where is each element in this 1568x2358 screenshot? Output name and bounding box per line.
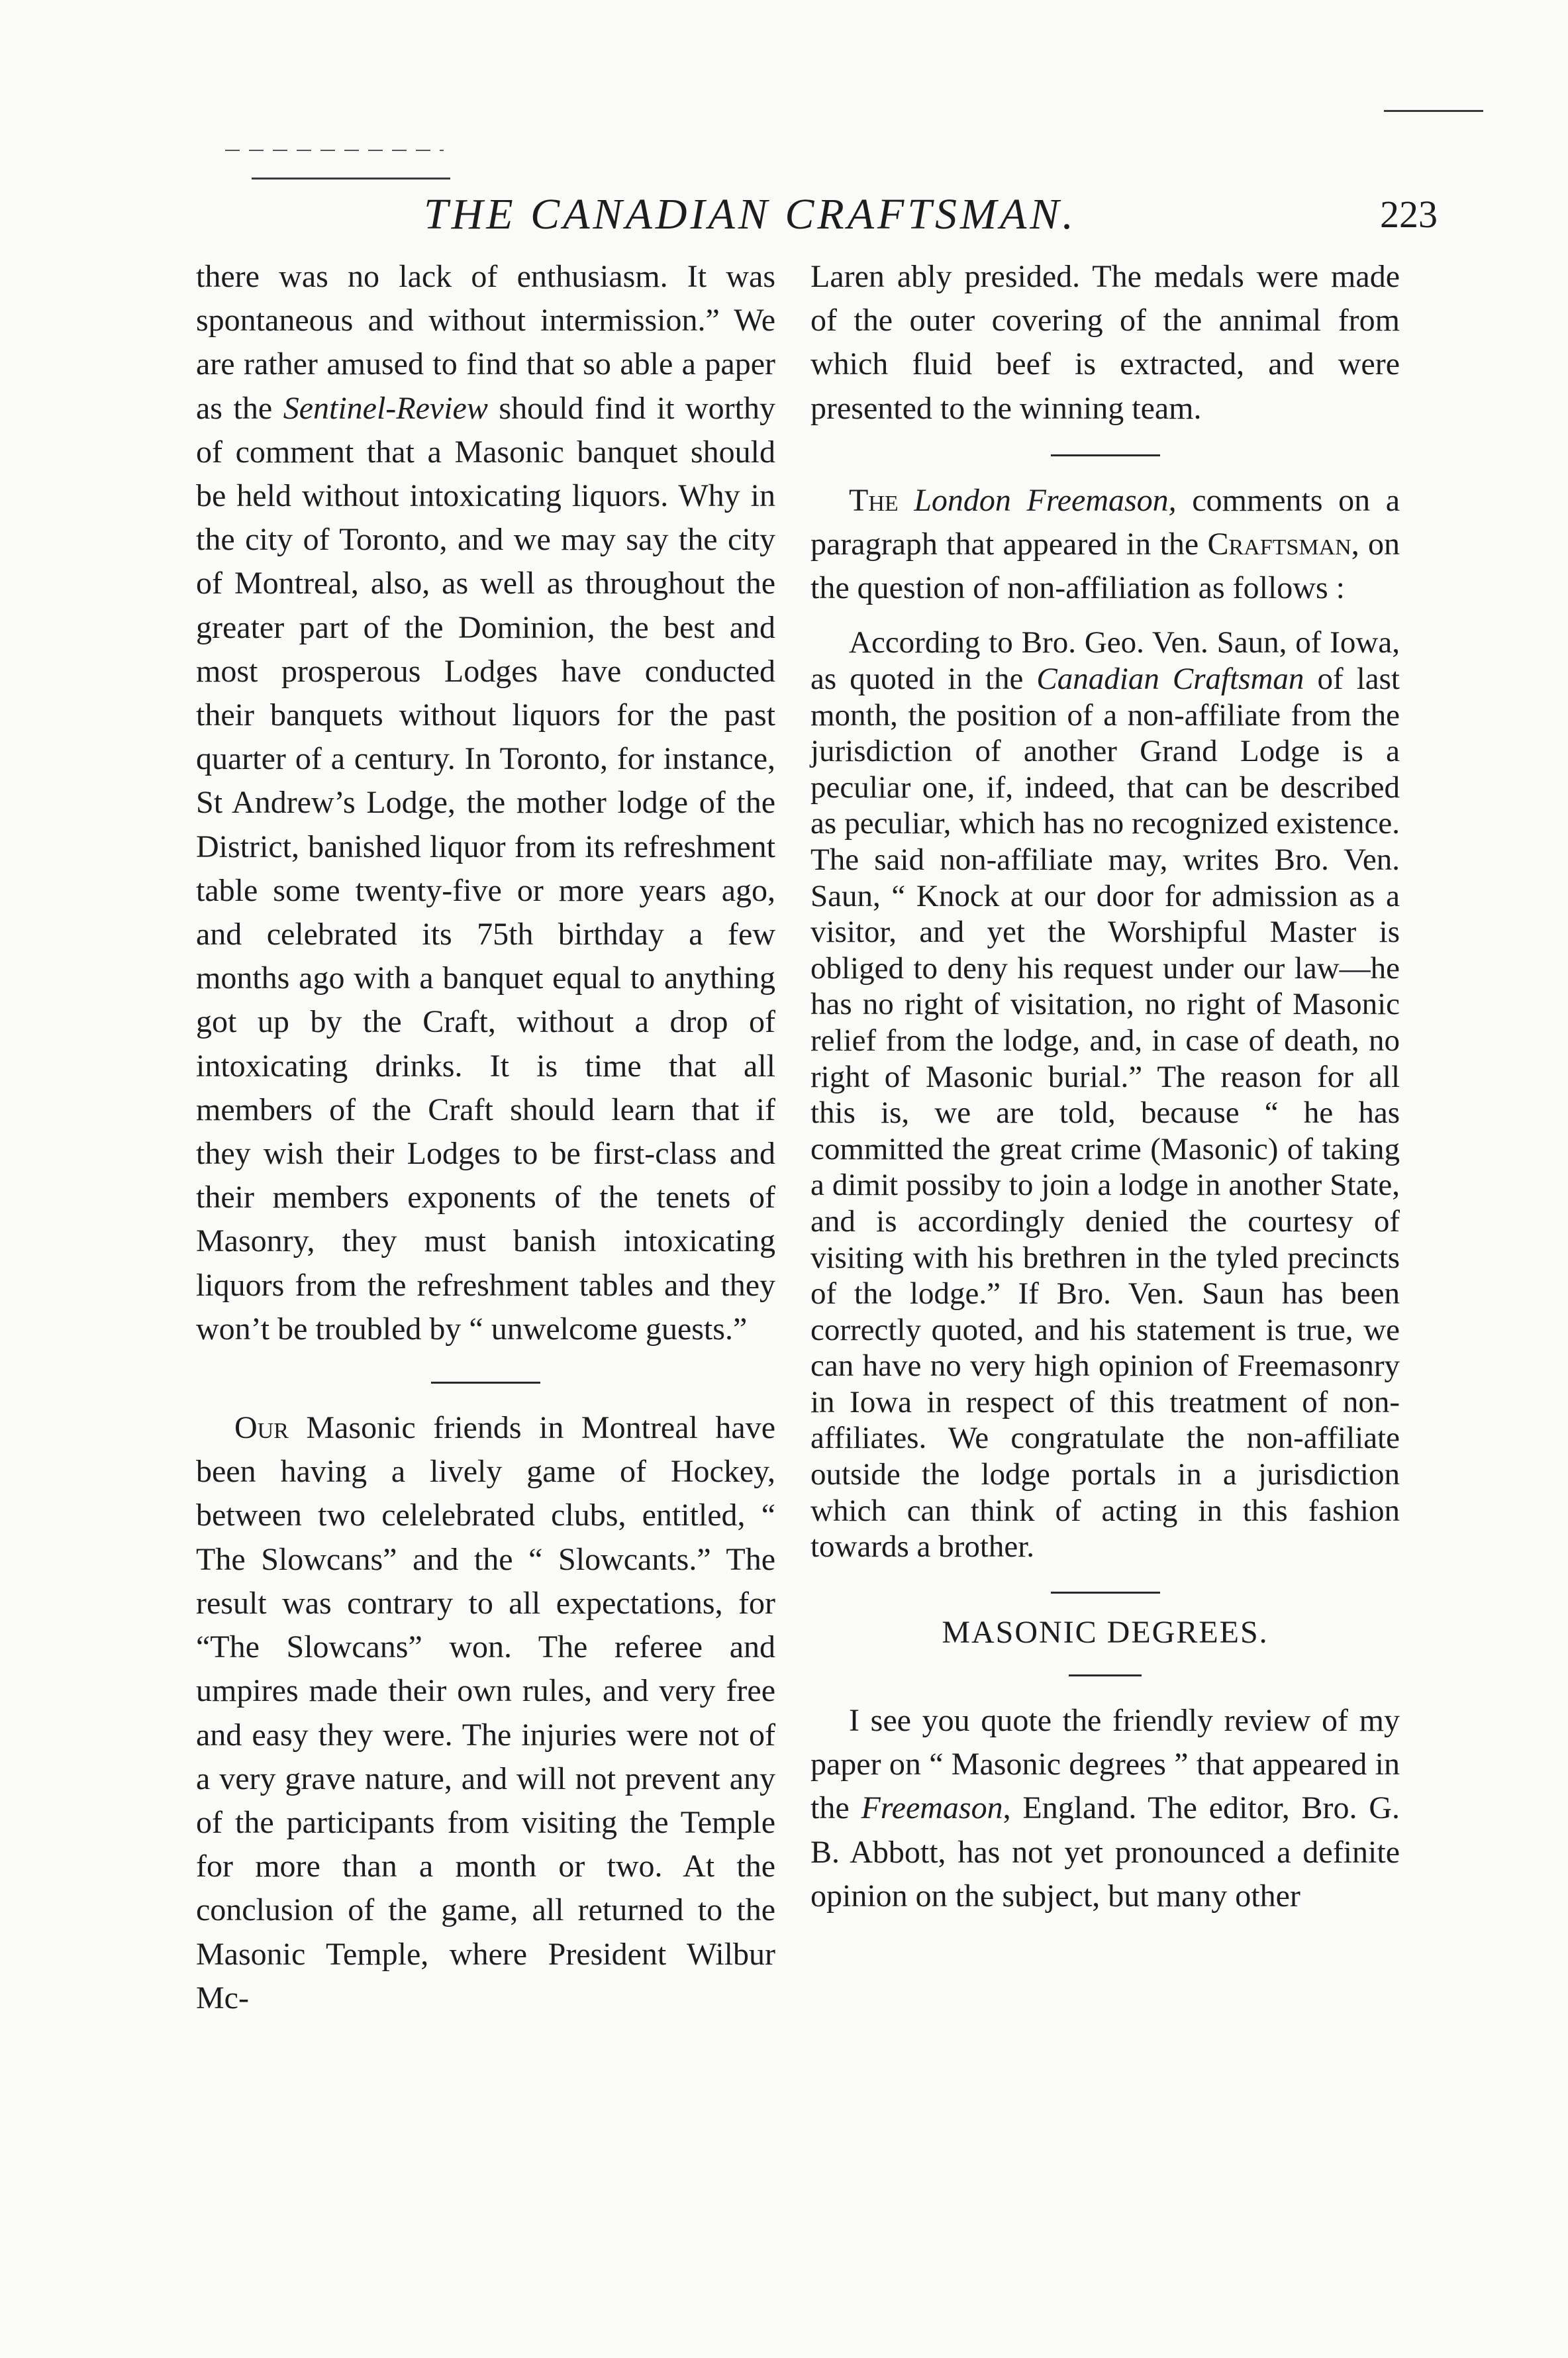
- page-title: THE CANADIAN CRAFTSMAN.: [424, 190, 1077, 238]
- text-run: should find it worthy of comment that a Masonic banquet should be held without intoxicating liquors. Why in the city of Toronto, and we may say the city of Montreal, also, as well as throughout the greater part of the Dominion, the best and most prosperous Lodges have conducted their banquets without liquors for the past quarter of a century. In Toronto, for instance, St Andrew’s Lodge, the mother lodge of the District, banished liquor from its refreshment table some twenty-five or more years ago, and celebrated its 75th birthday a few months ago with a banquet equal to anything got up by the Craft, without a drop of intoxicating drinks. It is time that all members of the Craft should learn that if they wish their Lodges to be first-class and their members exponents of the tenets of Masonry, they must banish intoxicating liquors from the refreshment tables and they won’t be troubled by “ unwelcome guests.”: [196, 390, 775, 1347]
- left-paragraph-2: [196, 1406, 775, 2020]
- text-run: comments on a paragraph that appeared in the: [810, 482, 1400, 562]
- separator-rule: [1051, 1592, 1160, 1594]
- italic-title: Freemason: [861, 1790, 1003, 1826]
- text-run: , on the question of non-affiliation as follows :: [810, 527, 1400, 606]
- text-run: of last month, the position of a non-affiliate from the jurisdiction of another Grand Lodge is a peculiar one, if, indeed, that can be described as peculiar, which has no recognized existence. The said non-affiliate may, writes Bro. Ven. Saun, “ Knock at our door for admission as a visitor, and yet the Worshipful Master is obliged to deny his request under our law—he has no right of visitation, no right of Masonic relief from the lodge, and, in case of death, no right of Masonic burial.” The reason for all this is, we are told, because “ he has committed the great crime (Masonic) of taking a dimit possiby to join a lodge in another State, and is accordingly denied the courtesy of visiting with his brethren in the tyled precincts of the lodge.” If Bro. Ven. Saun has been correctly quoted, and his statement is true, we can have no very high opinion of Freemasonry in Iowa in respect of this treatment of non-affiliates. We congratulate the non-affiliate outside the lodge portals in a jurisdiction which can think of acting in this fashion towards a brother.: [810, 662, 1400, 1564]
- left-paragraph-1: [196, 255, 775, 1351]
- italic-title: Sentinel-Review: [283, 390, 488, 426]
- text-run: there was no lack of enthusiasm. It was spontaneous and without intermission.” We are rather amused to find that so able a paper as the: [196, 259, 775, 426]
- text-run: According to Bro. Geo. Ven. Saun, of Iowa, as quoted in the: [810, 625, 1400, 697]
- text-run: Masonic friends in Montreal have been having a lively game of Hockey, between two celelebrated clubs, entitled, “ The Slowcans” and the “ Slowcants.” The result was contrary to all expectations, for “The Slowcans” won. The referee and umpires made their own rules, and very free and easy they were. The injuries were not of a very grave nature, and will not prevent any of the participants from visiting the Temple for more than a month or two. At the conclusion of the game, all returned to the Masonic Temple, where President Wilbur Mc-: [196, 1410, 775, 2016]
- right-paragraph-1: Laren ably presided. The medals were made of the outer covering of the annimal from which fluid beef is extracted, and were presented to the winning team.: [810, 259, 1400, 426]
- italic-title: Canadian Craftsman: [1036, 662, 1304, 697]
- right-column: [810, 255, 1400, 1918]
- section-heading: MASONIC DEGREES.: [942, 1614, 1269, 1650]
- top-rule-right: [1384, 110, 1483, 112]
- small-caps-lead: The: [849, 482, 899, 518]
- text-run: I see you quote the friendly review of my paper on “ Masonic degrees ” that appeared in the: [810, 1703, 1400, 1826]
- separator-rule: [1069, 1674, 1142, 1676]
- right-paragraph-3: [810, 1699, 1400, 1918]
- top-rule-left: [252, 178, 450, 179]
- italic-title: London Freemason,: [914, 482, 1177, 518]
- small-caps-name: Craftsman: [1207, 527, 1351, 562]
- small-caps-lead: Our: [234, 1410, 289, 1446]
- quoted-passage: [810, 625, 1400, 1564]
- text-run: , England. The editor, Bro. G. B. Abbott, has not yet pronounced a definite opinion on the subject, but many other: [810, 1790, 1400, 1914]
- separator-rule: [1051, 454, 1160, 456]
- right-paragraph-2: [810, 479, 1400, 611]
- left-column: [196, 255, 775, 2020]
- top-rule-left-dashed: [225, 150, 444, 151]
- separator-rule: [431, 1382, 540, 1384]
- page-number: 223: [1380, 193, 1438, 236]
